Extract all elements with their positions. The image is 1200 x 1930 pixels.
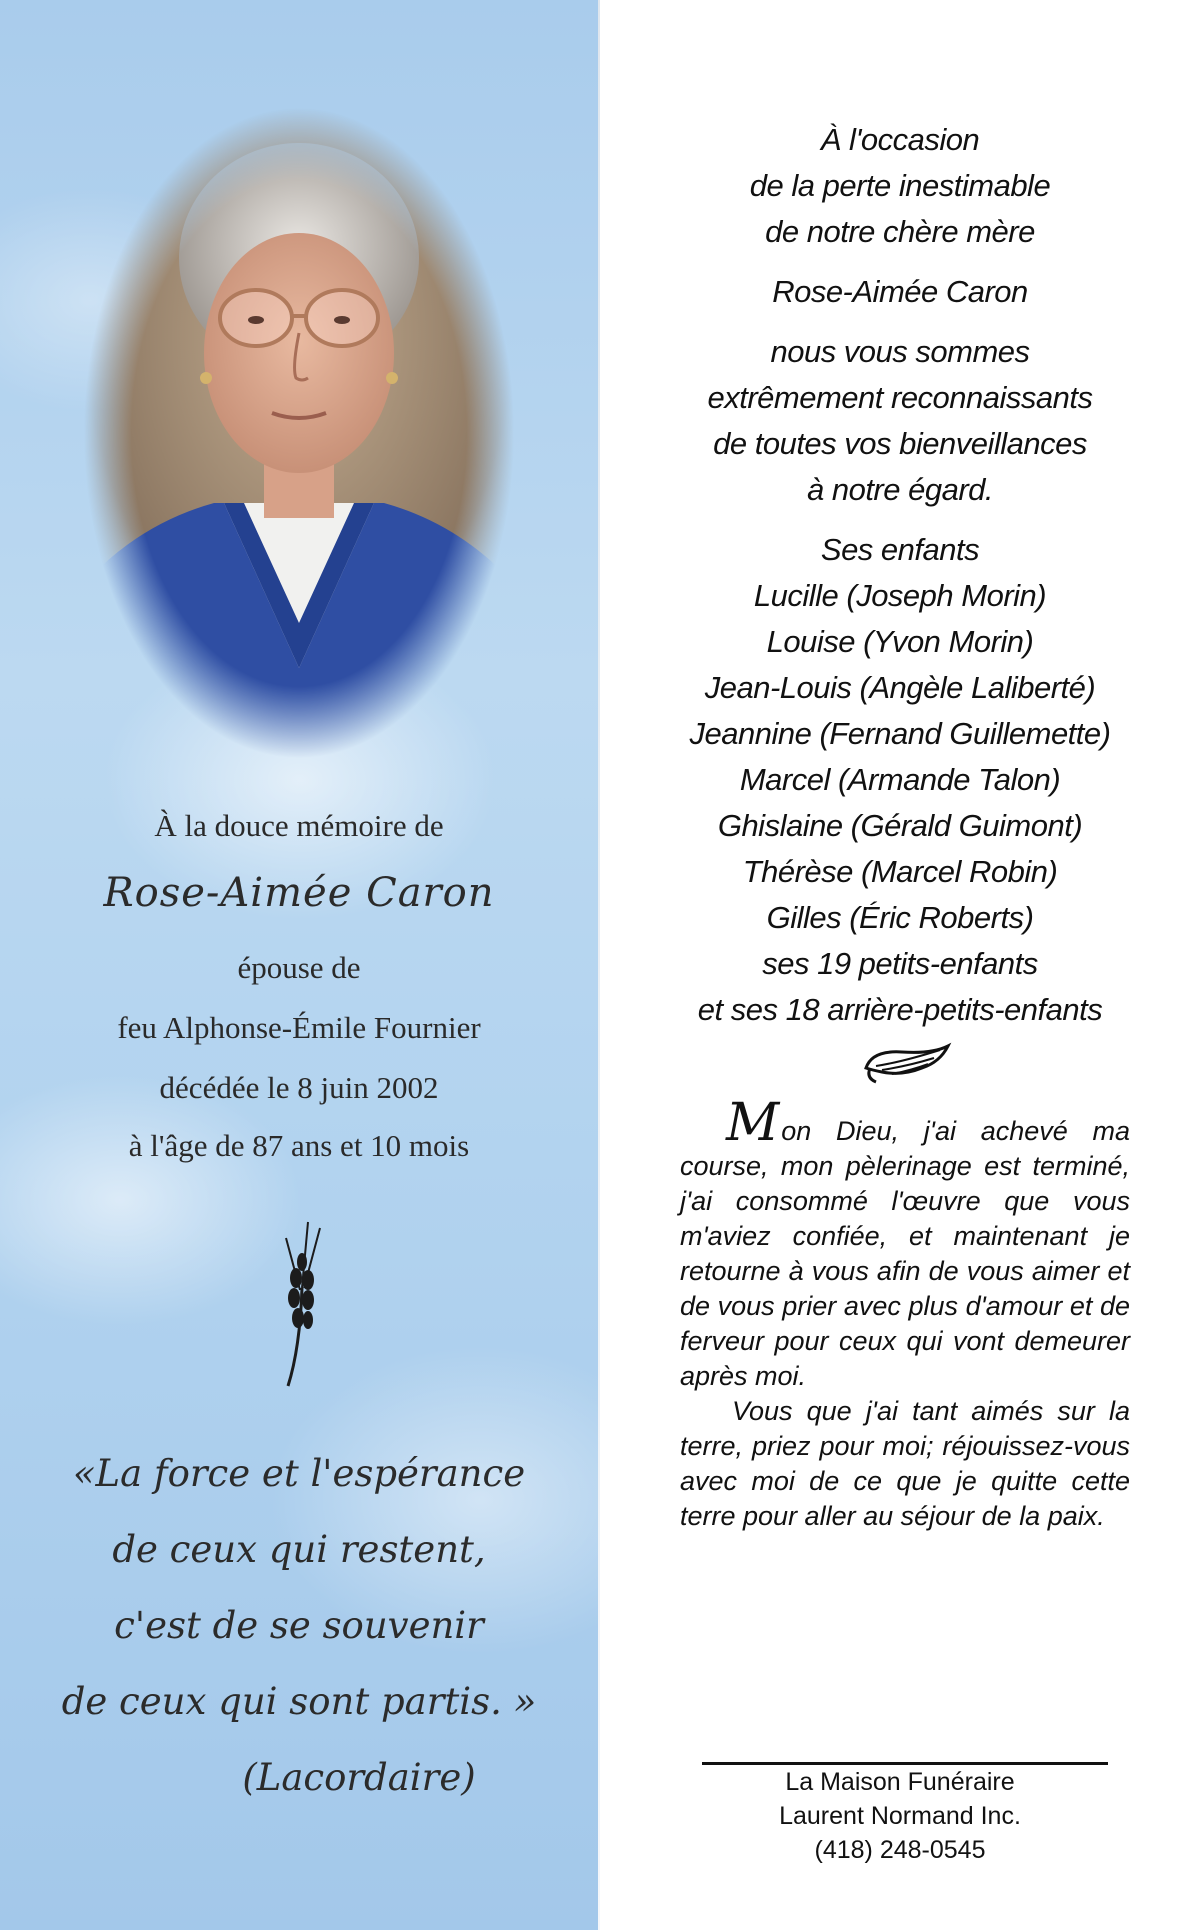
funeral-home-company: Laurent Normand Inc. xyxy=(779,1802,1021,1830)
thanks-line-8: à notre égard. xyxy=(806,472,994,507)
child-item: Louise (Yvon Morin) xyxy=(766,624,1034,659)
thanks-line-6: extrêmement reconnaissants xyxy=(707,380,1093,415)
prayer-dropcap: M xyxy=(726,1093,780,1153)
quote-line-1: «La force et l'espérance xyxy=(72,1452,526,1495)
thanks-line-7: de toutes vos bienveillances xyxy=(713,426,1087,461)
quote-author: (Lacordaire) xyxy=(242,1756,476,1799)
child-item: Marcel (Armande Talon) xyxy=(739,762,1061,797)
age-at-death: à l'âge de 87 ans et 10 mois xyxy=(128,1128,470,1163)
child-item: Lucille (Joseph Morin) xyxy=(753,578,1047,613)
right-panel xyxy=(600,0,1200,1930)
signature-rule xyxy=(702,1762,1108,1765)
child-item: Jean-Louis (Angèle Laliberté) xyxy=(704,670,1096,705)
thanks-name: Rose-Aimée Caron xyxy=(772,274,1028,309)
child-item: Gilles (Éric Roberts) xyxy=(766,900,1034,935)
prayer-text xyxy=(680,1093,1130,1534)
child-item: Thérèse (Marcel Robin) xyxy=(742,854,1058,889)
thanks-line-1: À l'occasion xyxy=(820,122,980,157)
funeral-home-phone: (418) 248-0545 xyxy=(814,1836,986,1864)
thanks-line-3: de notre chère mère xyxy=(765,214,1035,249)
grandchildren: ses 19 petits-enfants xyxy=(762,946,1038,981)
memorial-intro: À la douce mémoire de xyxy=(154,808,444,843)
thanks-line-5: nous vous sommes xyxy=(770,334,1030,369)
great-grandchildren: et ses 18 arrière-petits-enfants xyxy=(697,992,1103,1027)
feather-icon xyxy=(862,1042,952,1086)
spouse-name: feu Alphonse-Émile Fournier xyxy=(117,1010,481,1045)
wheat-icon xyxy=(258,1218,338,1388)
quote-line-4: de ceux qui sont partis. » xyxy=(61,1680,537,1723)
prayer-paragraph-2: Vous que j'ai tant aimés sur la terre, priez pour moi; réjouissez-vous avec moi de ce que je quitte cette terre pour aller au séjour de la paix. xyxy=(680,1396,1130,1531)
thanks-line-2: de la perte inestimable xyxy=(749,168,1051,203)
prayer-paragraph-1: on Dieu, j'ai achevé ma course, mon pèlerinage est terminé, j'ai consommé l'œuvre que vous m'aviez confiée, et maintenant je retourne à vous afin de vous aimer et de vous prier avec plus d'amour et de ferveur pour ceux qui vont demeurer après moi. xyxy=(680,1116,1130,1391)
child-item: Ghislaine (Gérald Guimont) xyxy=(717,808,1083,843)
deceased-name: Rose-Aimée Caron xyxy=(103,870,495,916)
children-heading: Ses enfants xyxy=(820,532,980,567)
quote-line-3: c'est de se souvenir xyxy=(114,1604,484,1647)
child-item: Jeannine (Fernand Guillemette) xyxy=(689,716,1111,751)
left-panel xyxy=(0,0,598,1930)
death-date: décédée le 8 juin 2002 xyxy=(159,1070,439,1105)
funeral-home-name: La Maison Funéraire xyxy=(785,1768,1015,1796)
spouse-label: épouse de xyxy=(237,950,361,985)
quote-line-2: de ceux qui restent, xyxy=(112,1528,486,1571)
portrait-photo xyxy=(84,108,514,758)
